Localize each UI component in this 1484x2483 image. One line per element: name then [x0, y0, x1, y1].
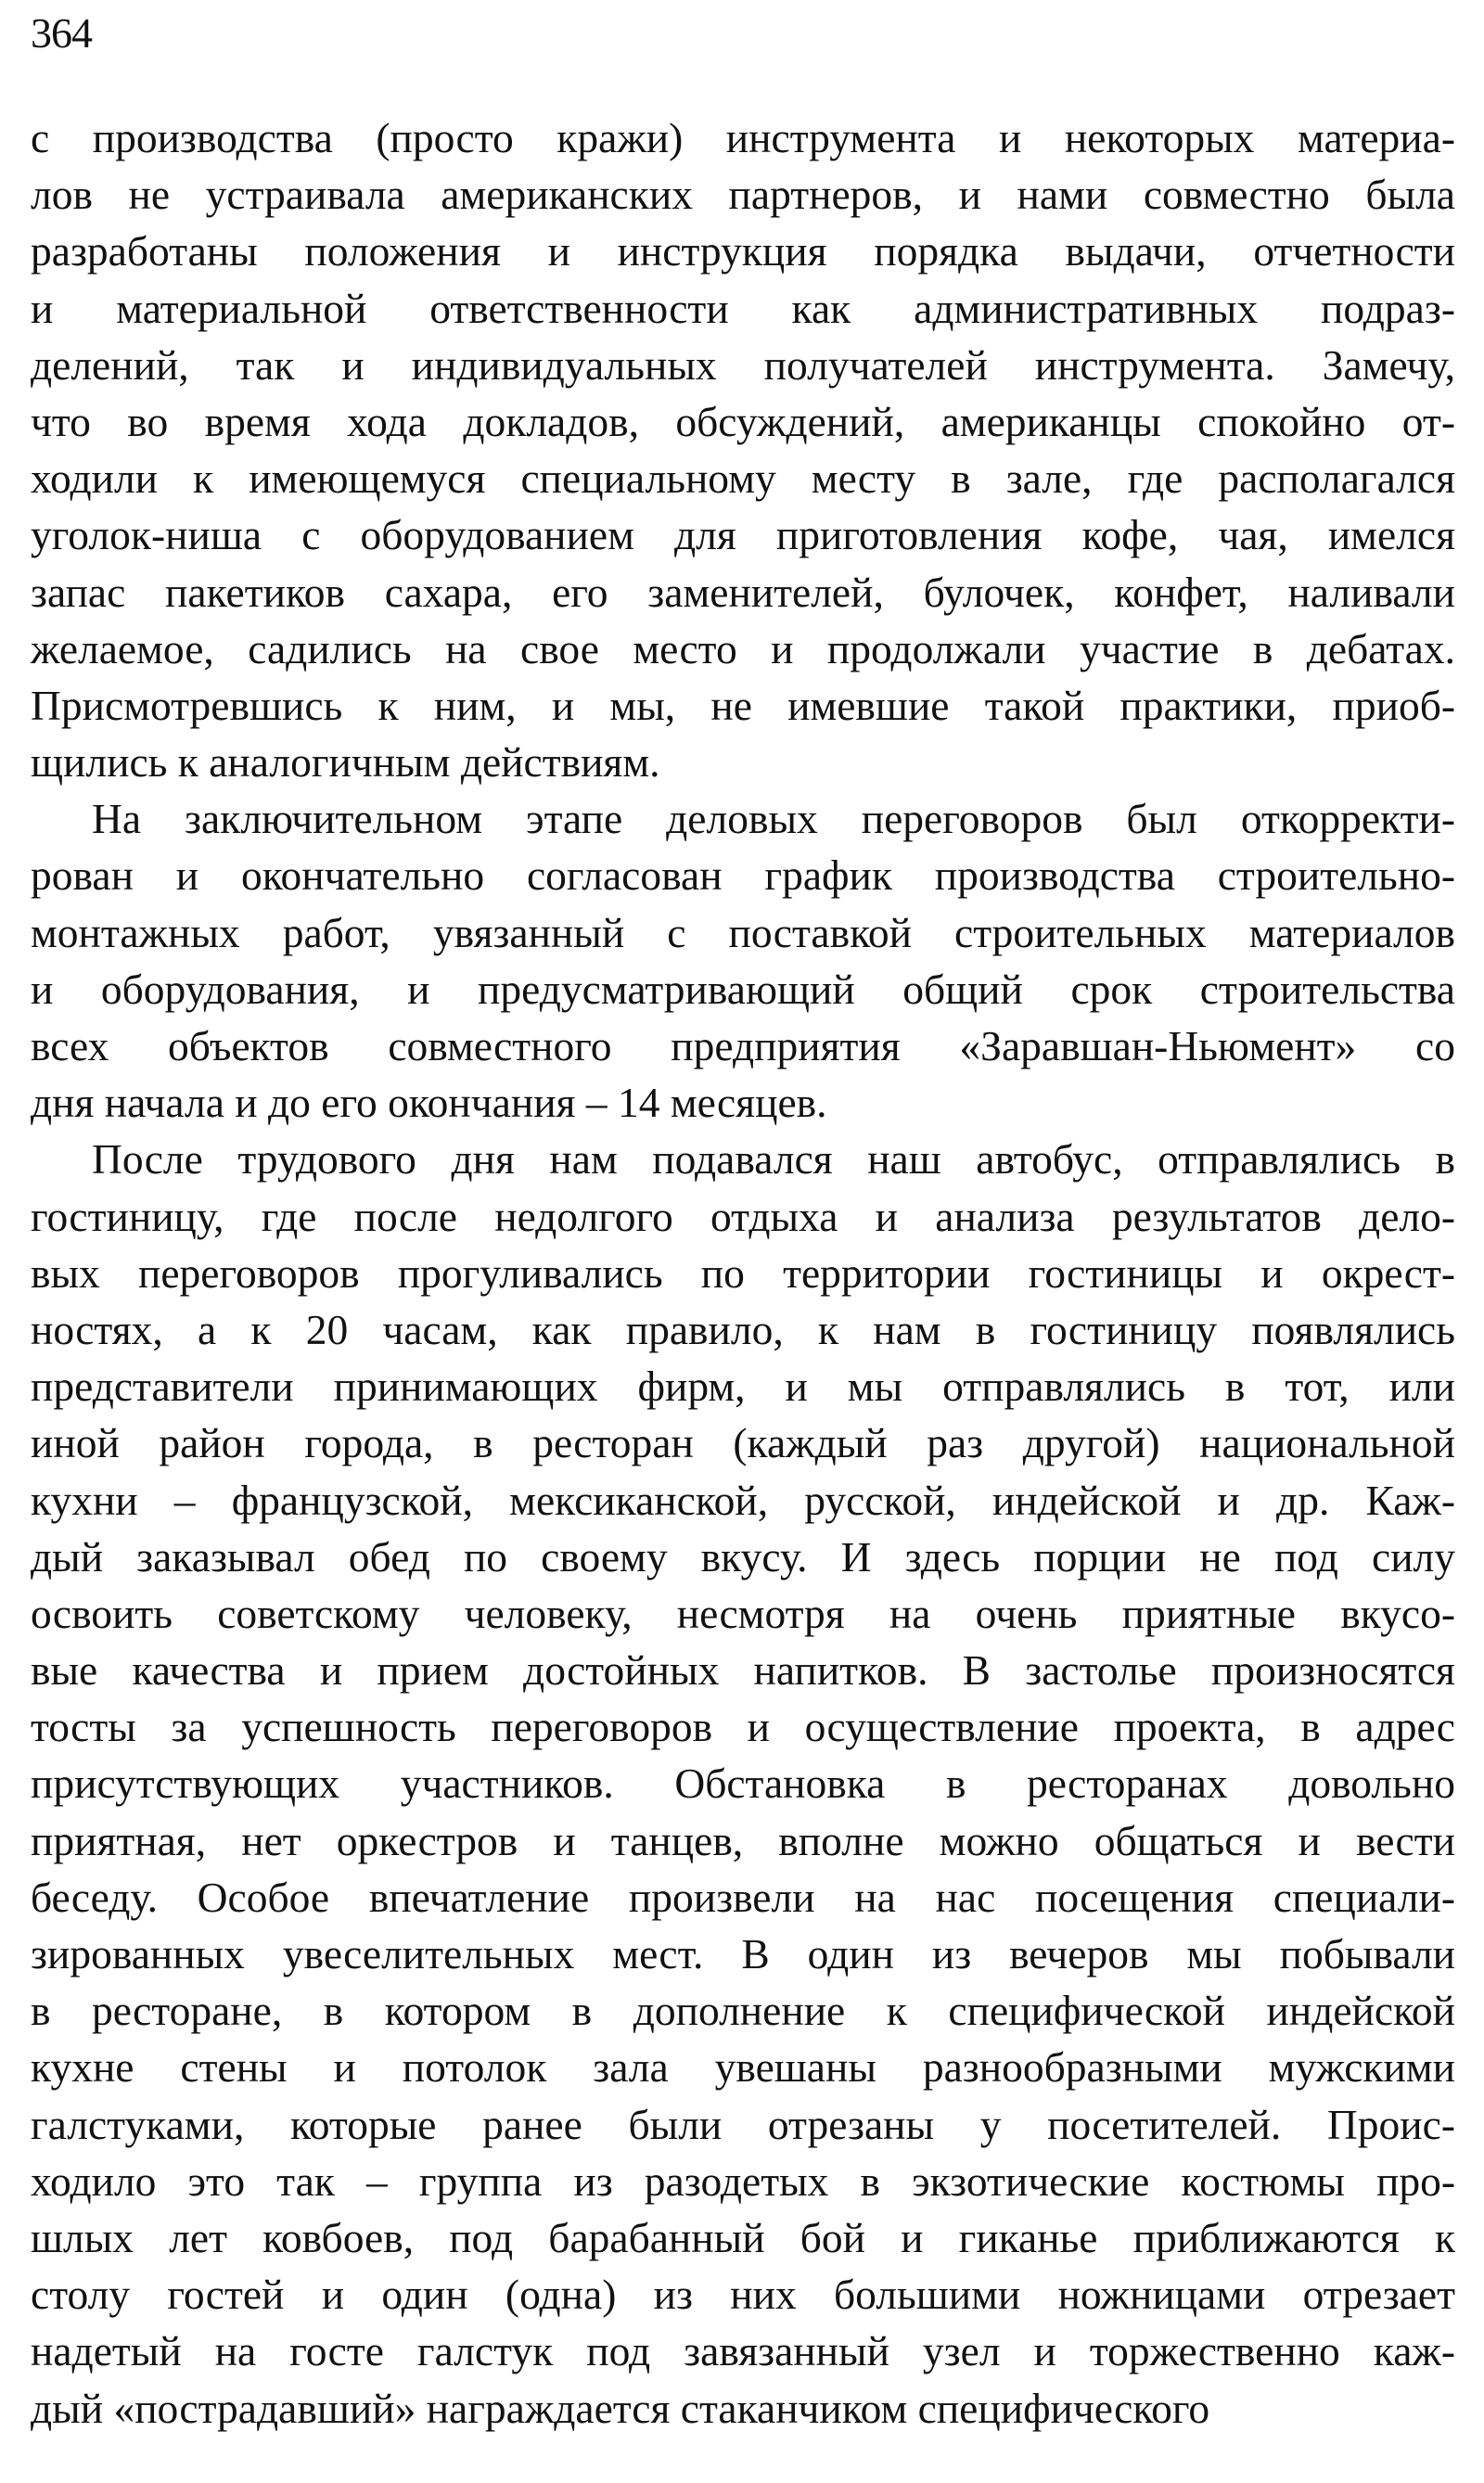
text-line: уголок-ниша с оборудованием для приготовления кофе, чая, имелся — [31, 511, 1455, 559]
text-line: освоить советскому человеку, несмотря на очень приятные вкусо- — [31, 1589, 1455, 1637]
text-line: монтажных работ, увязанный с поставкой строительных материалов — [31, 908, 1455, 956]
text-line: надетый на госте галстук под завязанный узел и торжественно каж- — [31, 2327, 1455, 2375]
text-line: запас пакетиков сахара, его заменителей, булочек, конфет, наливали — [31, 568, 1455, 616]
text-line: На заключительном этапе деловых переговоров был откорректи- — [92, 795, 1455, 843]
text-line: гостиницу, где после недолгого отдыха и анализа результатов дело- — [31, 1192, 1455, 1240]
text-line: галстуками, которые ранее были отрезаны у посетителей. Проис- — [31, 2100, 1455, 2148]
paragraph — [31, 790, 1455, 1131]
text-line: вых переговоров прогуливались по территории гостиницы и окрест- — [31, 1248, 1455, 1297]
text-line: зированных увеселительных мест. В один из вечеров мы побывали — [31, 1930, 1455, 1977]
text-line: приятная, нет оркестров и танцев, вполне можно общаться и вести — [31, 1816, 1455, 1864]
paragraph — [31, 1131, 1455, 2436]
text-line: с производства (просто кражи) инструмента и некоторых материа- — [31, 114, 1455, 161]
text-line: беседу. Особое впечатление произвели на нас посещения специали- — [31, 1873, 1455, 1921]
text-line: шлых лет ковбоев, под барабанный бой и гиканье приближаются к — [31, 2213, 1455, 2261]
text-line: тосты за успешность переговоров и осуществление проекта, в адрес — [31, 1703, 1455, 1751]
text-line: лов не устраивала американских партнеров, и нами совместно была — [31, 171, 1455, 219]
text-line: ностях, а к 20 часам, как правило, к нам в гостиницу появлялись — [31, 1305, 1455, 1353]
text-line: столу гостей и один (одна) из них большими ножницами отрезает — [31, 2271, 1455, 2319]
text-line: ходили к имеющемуся специальному месту в зале, где располагался — [31, 454, 1455, 503]
text-line: дня начала и до его окончания – 14 месяцев. — [31, 1079, 827, 1127]
text-line: всех объектов совместного предприятия «Заравшан-Ньюмент» со — [31, 1022, 1455, 1069]
text-line: кухни – французской, мексиканской, русской, индейской и др. Каж- — [31, 1476, 1455, 1524]
text-line: рован и окончательно согласован график производства строительно- — [31, 851, 1455, 900]
text-line: представители принимающих фирм, и мы отправлялись в тот, или — [31, 1363, 1455, 1411]
text-line: ходило это так – группа из разодетых в экзотические костюмы про- — [31, 2157, 1455, 2205]
text-line: желаемое, садились на свое место и продолжали участие в дебатах. — [31, 624, 1455, 672]
text-line: и материальной ответственности как административных подраз- — [31, 284, 1455, 332]
text-line: щились к аналогичным действиям. — [31, 738, 660, 787]
text-line: После трудового дня нам подавался наш автобус, отправлялись в — [92, 1135, 1455, 1184]
text-line: иной район города, в ресторан (каждый раз другой) национальной — [31, 1419, 1455, 1467]
text-line: кухне стены и потолок зала увешаны разнообразными мужскими — [31, 2043, 1455, 2092]
text-line: Присмотревшись к ним, и мы, не имевшие такой практики, приоб- — [31, 681, 1455, 729]
text-line: в ресторане, в котором в дополнение к специфической индейской — [31, 1987, 1455, 2035]
page-number: 364 — [31, 9, 92, 57]
text-line: вые качества и прием достойных напитков. В застолье произносятся — [31, 1646, 1455, 1695]
text-line: дый заказывал обед по своему вкусу. И здесь порции не под силу — [31, 1532, 1455, 1581]
text-line: и оборудования, и предусматривающий общий срок строительства — [31, 965, 1455, 1013]
body-text — [31, 109, 1455, 2437]
text-line: что во время хода докладов, обсуждений, американцы спокойно от- — [31, 397, 1455, 445]
text-line: делений, так и индивидуальных получателей инструмента. Замечу, — [31, 340, 1455, 389]
text-line: разработаны положения и инструкция порядка выдачи, отчетности — [31, 227, 1455, 275]
text-line: присутствующих участников. Обстановка в ресторанах довольно — [31, 1760, 1455, 1808]
text-line: дый «пострадавший» награждается стаканчиком специфического — [31, 2384, 1210, 2432]
paragraph — [31, 109, 1455, 790]
